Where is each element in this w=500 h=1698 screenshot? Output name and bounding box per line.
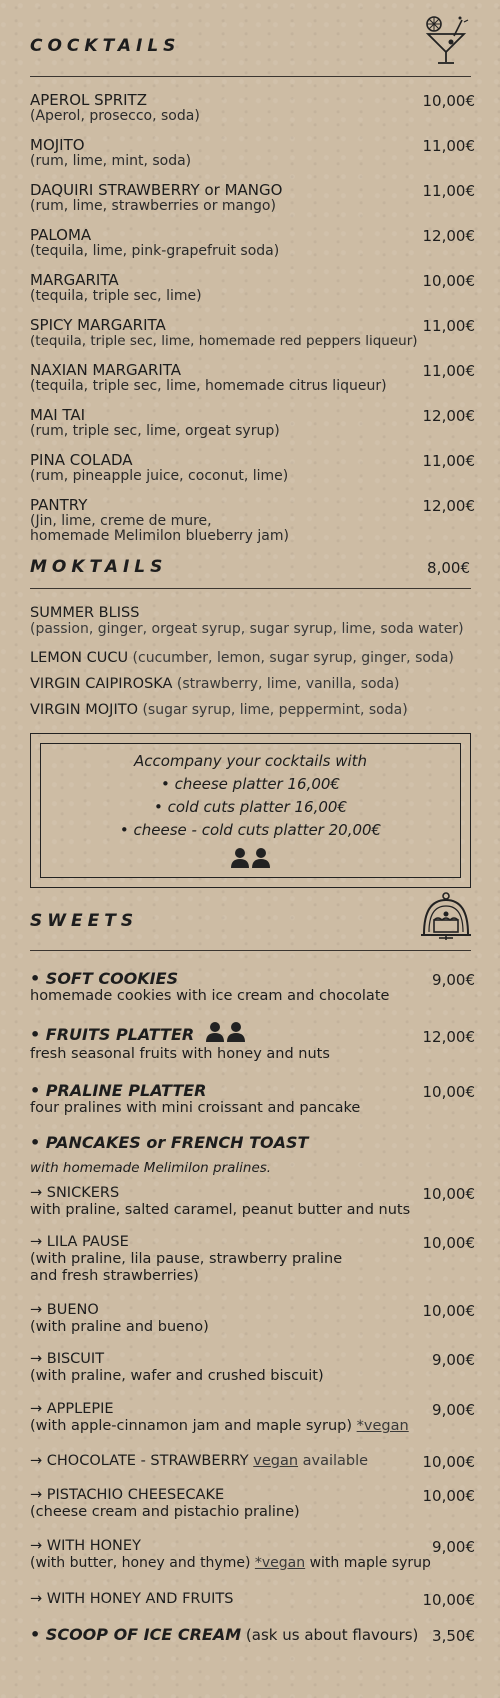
item-desc: (passion, ginger, orgeat syrup, sugar syrup, lime, soda water) (30, 621, 464, 637)
item-price: 12,00€ (422, 227, 475, 245)
item-price: 12,00€ (422, 1028, 475, 1046)
sweet-item (30, 1133, 475, 1176)
cocktails-rule (30, 76, 471, 77)
sweet-item (30, 1625, 475, 1644)
sweet-item (30, 969, 475, 1005)
item-desc: (cucumber, lemon, sugar syrup, ginger, soda) (128, 650, 454, 666)
item-desc: (rum, lime, strawberries or mango) (30, 198, 276, 214)
cocktail-item (30, 272, 475, 304)
item-desc: (with butter, honey and thyme) (30, 1555, 255, 1571)
item-name: PALOMA (30, 226, 92, 244)
item-name: APEROL SPRITZ (30, 91, 147, 109)
item-name: NAXIAN MARGARITA (30, 361, 182, 379)
item-desc: four pralines with mini croissant and pancake (30, 1100, 361, 1116)
item-name: MOJITO (30, 136, 85, 154)
item-price: 11,00€ (422, 317, 475, 335)
item-price: 3,50€ (432, 1627, 475, 1645)
cocktail-item (30, 92, 475, 124)
item-price: 10,00€ (422, 92, 475, 110)
item-name: MAI TAI (30, 406, 86, 424)
item-name: → CHOCOLATE - STRAWBERRY (30, 1453, 254, 1469)
item-desc: (with apple-cinnamon jam and maple syrup) (30, 1418, 357, 1434)
item-price: 10,00€ (422, 272, 475, 290)
vegan-tag: *vegan (356, 1418, 409, 1434)
item-price: 11,00€ (422, 137, 475, 155)
item-name: → WITH HONEY AND FRUITS (30, 1591, 234, 1607)
sweet-sub-item (30, 1351, 475, 1385)
item-price: 12,00€ (422, 407, 475, 425)
cocktail-item (30, 317, 475, 349)
sweets-header (30, 911, 470, 931)
cocktail-item (30, 497, 475, 544)
available-text: available (298, 1453, 369, 1469)
cake-dome-icon (419, 892, 473, 944)
item-name: • PANCAKES or FRENCH TOAST (30, 1133, 309, 1152)
item-desc: homemade cookies with ice cream and chocolate (30, 988, 390, 1004)
cocktails-header (30, 36, 470, 56)
item-desc: (strawberry, lime, vanilla, soda) (172, 676, 400, 692)
cocktail-item (30, 137, 475, 169)
sweet-sub-item (30, 1591, 475, 1608)
moktail-item (30, 650, 454, 666)
item-desc: (rum, triple sec, lime, orgeat syrup) (30, 423, 280, 439)
item-desc: (with praline and bueno) (30, 1319, 209, 1335)
accompany-line: • cheese - cold cuts platter 20,00€ (119, 821, 382, 839)
item-name: • PRALINE PLATTER (30, 1081, 207, 1100)
sweet-sub-item (30, 1234, 475, 1285)
cocktail-item (30, 182, 475, 214)
item-price: 10,00€ (422, 1591, 475, 1609)
item-desc: homemade Melimilon blueberry jam) (30, 528, 289, 544)
item-desc: and fresh strawberries) (30, 1268, 199, 1284)
item-desc: (ask us about flavours) (241, 1626, 419, 1644)
item-price: 9,00€ (432, 1538, 475, 1556)
item-desc: (tequila, triple sec, lime) (30, 288, 202, 304)
moktails-title: MOKTAILS (30, 557, 168, 577)
sweet-sub-item (30, 1401, 475, 1435)
item-name: → BUENO (30, 1302, 99, 1318)
moktail-item (30, 676, 400, 692)
item-name: • SCOOP OF ICE CREAM (30, 1625, 242, 1644)
item-desc: (Aperol, prosecco, soda) (30, 108, 200, 124)
item-desc: fresh seasonal fruits with honey and nuts (30, 1046, 330, 1062)
item-name: → WITH HONEY (30, 1538, 141, 1554)
item-name: LEMON CUCU (30, 650, 129, 666)
item-desc: (rum, lime, mint, soda) (30, 153, 192, 169)
accompany-line: Accompany your cocktails with (133, 752, 368, 770)
item-name: → SNICKERS (30, 1185, 120, 1201)
two-people-icon (230, 848, 272, 872)
item-price: 10,00€ (422, 1302, 475, 1320)
item-price: 9,00€ (432, 1351, 475, 1369)
item-price: 10,00€ (422, 1083, 475, 1101)
item-price: 12,00€ (422, 497, 475, 515)
accompany-line: • cheese platter 16,00€ (161, 775, 340, 793)
cocktail-glass-icon (424, 14, 470, 68)
item-name: PANTRY (30, 496, 88, 514)
cocktail-item (30, 362, 475, 394)
item-desc: (Jin, lime, creme de mure, (30, 513, 212, 529)
item-name: • SOFT COOKIES (30, 969, 179, 988)
cocktails-title: COCKTAILS (30, 36, 181, 56)
item-desc: (with praline, wafer and crushed biscuit) (30, 1368, 324, 1384)
sweet-sub-item (30, 1185, 475, 1219)
accompany-line: • cold cuts platter 16,00€ (153, 798, 347, 816)
item-price: 11,00€ (422, 182, 475, 200)
accompany-inner-frame (40, 743, 461, 878)
item-desc: (tequila, lime, pink-grapefruit soda) (30, 243, 280, 259)
item-desc: (tequila, triple sec, lime, homemade citrus liqueur) (30, 378, 387, 394)
item-desc: (sugar syrup, lime, peppermint, soda) (138, 702, 408, 718)
sweet-item (30, 1081, 475, 1117)
two-people-icon (205, 1022, 247, 1046)
accompany-box (30, 733, 471, 888)
item-name: → PISTACHIO CHEESECAKE (30, 1487, 225, 1503)
sweet-sub-item (30, 1487, 475, 1521)
item-name: SUMMER BLISS (30, 605, 140, 621)
item-desc: (tequila, triple sec, lime, homemade red peppers liqueur) (30, 333, 418, 349)
cocktail-item (30, 227, 475, 259)
item-desc: with homemade Melimilon pralines. (30, 1160, 272, 1176)
sweets-rule (30, 950, 471, 951)
item-name: DAQUIRI STRAWBERRY or MANGO (30, 181, 283, 199)
item-name: • FRUITS PLATTER (30, 1025, 195, 1044)
item-price: 11,00€ (422, 362, 475, 380)
item-name: → BISCUIT (30, 1351, 105, 1367)
moktail-item (30, 702, 408, 718)
item-price: 10,00€ (422, 1234, 475, 1252)
item-price: 10,00€ (422, 1185, 475, 1203)
item-price: 10,00€ (422, 1487, 475, 1505)
item-name: SPICY MARGARITA (30, 316, 166, 334)
item-name: → LILA PAUSE (30, 1234, 129, 1250)
item-price: 10,00€ (422, 1453, 475, 1471)
item-desc-end: with maple syrup (305, 1555, 431, 1571)
sweet-item (30, 1022, 475, 1063)
sweet-sub-item (30, 1302, 475, 1336)
sweet-sub-item (30, 1538, 475, 1572)
cocktail-item (30, 407, 475, 439)
sweet-sub-item (30, 1453, 475, 1470)
vegan-tag: *vegan (254, 1555, 306, 1571)
item-name: PINA COLADA (30, 451, 133, 469)
item-desc: (with praline, lila pause, strawberry praline (30, 1251, 343, 1267)
item-desc: (rum, pineapple juice, coconut, lime) (30, 468, 289, 484)
moktails-header (30, 557, 470, 577)
item-desc: (cheese cream and pistachio praline) (30, 1504, 300, 1520)
item-name: VIRGIN CAIPIROSKA (30, 676, 173, 692)
vegan-tag: vegan (253, 1453, 299, 1469)
moktail-item (30, 605, 464, 637)
sweets-title: SWEETS (30, 911, 139, 931)
item-name: MARGARITA (30, 271, 119, 289)
moktails-rule (30, 588, 471, 589)
item-desc: with praline, salted caramel, peanut butter and nuts (30, 1202, 411, 1218)
item-name: VIRGIN MOJITO (30, 702, 138, 718)
moktails-price: 8,00€ (427, 559, 470, 577)
item-name: → APPLEPIE (30, 1401, 114, 1417)
cocktail-item (30, 452, 475, 484)
item-price: 9,00€ (432, 971, 475, 989)
item-price: 9,00€ (432, 1401, 475, 1419)
item-price: 11,00€ (422, 452, 475, 470)
